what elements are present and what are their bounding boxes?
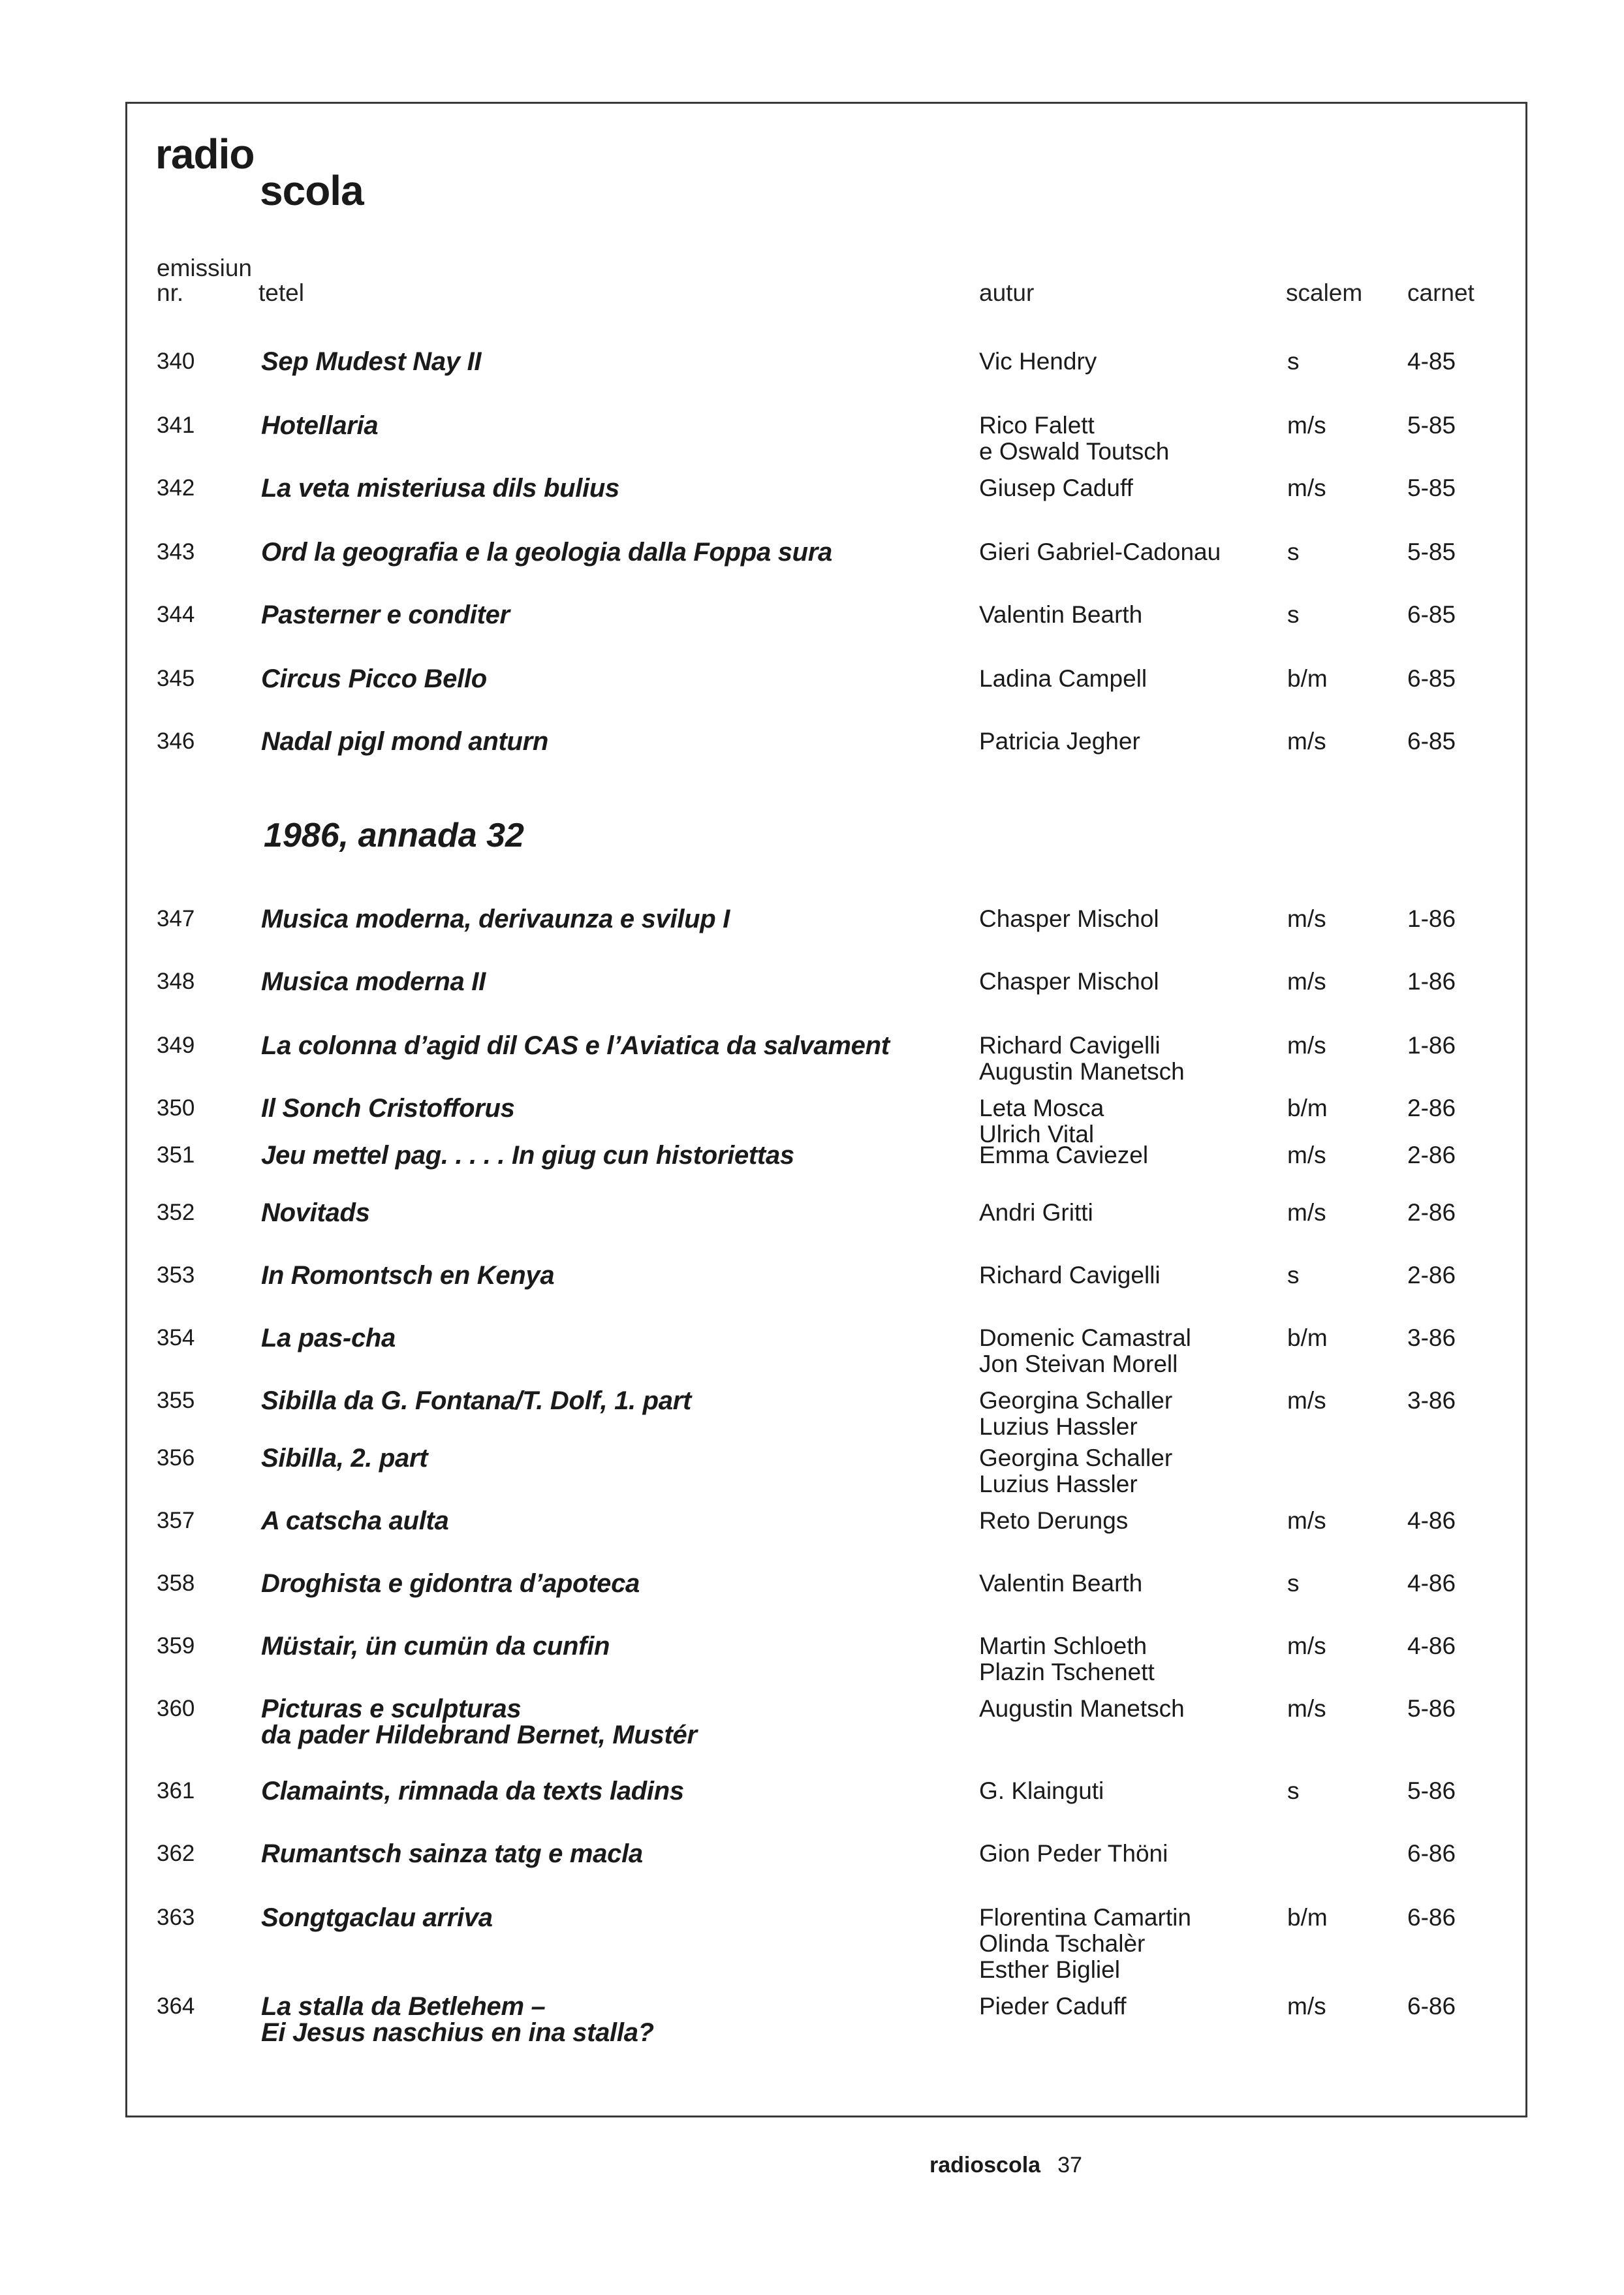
broadcast-number: 363	[157, 1905, 195, 1930]
broadcast-level: m/s	[1287, 412, 1326, 439]
broadcast-carnet: 1-86	[1407, 1032, 1456, 1059]
broadcast-author: Chasper Mischol	[979, 905, 1159, 932]
broadcast-number: 341	[157, 413, 195, 438]
broadcast-level: b/m	[1287, 1324, 1328, 1351]
footer-publication: radioscola	[929, 2153, 1041, 2178]
broadcast-number: 360	[157, 1696, 195, 1721]
header-level: scalem	[1286, 279, 1363, 306]
broadcast-level: s	[1287, 601, 1300, 628]
broadcast-title: Droghista e gidontra d’apoteca	[261, 1569, 640, 1598]
broadcast-number: 353	[157, 1262, 195, 1288]
broadcast-author: Martin Schloeth Plazin Tschenett	[979, 1632, 1155, 1685]
broadcast-level: m/s	[1287, 1387, 1326, 1414]
broadcast-carnet: 6-85	[1407, 665, 1456, 692]
broadcast-carnet: 5-85	[1407, 475, 1456, 501]
broadcast-title: Rumantsch sainza tatg e macla	[261, 1839, 643, 1868]
broadcast-carnet: 6-85	[1407, 728, 1456, 755]
broadcast-author: Andri Gritti	[979, 1199, 1093, 1226]
broadcast-number: 355	[157, 1388, 195, 1413]
broadcast-number: 354	[157, 1325, 195, 1350]
page-footer	[929, 2154, 1082, 2176]
broadcast-level: m/s	[1287, 1199, 1326, 1226]
broadcast-level: b/m	[1287, 1095, 1328, 1121]
broadcast-carnet: 6-86	[1407, 1904, 1456, 1931]
broadcast-title: Circus Picco Bello	[261, 664, 487, 693]
broadcast-author: Domenic Camastral Jon Steivan Morell	[979, 1324, 1191, 1377]
broadcast-author: Reto Derungs	[979, 1507, 1129, 1534]
broadcast-number: 344	[157, 602, 195, 627]
broadcast-carnet: 2-86	[1407, 1142, 1456, 1168]
broadcast-carnet: 1-86	[1407, 905, 1456, 932]
broadcast-title: A catscha aulta	[261, 1507, 449, 1535]
broadcast-level: s	[1287, 1570, 1300, 1597]
broadcast-title: La stalla da Betlehem – Ei Jesus naschius en ina stalla?	[261, 1992, 654, 2047]
section-heading-1986: 1986, annada 32	[264, 817, 524, 854]
broadcast-level: b/m	[1287, 1904, 1328, 1931]
broadcast-number: 342	[157, 475, 195, 501]
broadcast-number: 349	[157, 1033, 195, 1058]
broadcast-author: Gion Peder Thöni	[979, 1840, 1168, 1867]
broadcast-level: m/s	[1287, 728, 1326, 755]
broadcast-level: b/m	[1287, 665, 1328, 692]
broadcast-title: La colonna d’agid dil CAS e l’Aviatica da salvament	[261, 1031, 890, 1060]
broadcast-author: Augustin Manetsch	[979, 1695, 1185, 1722]
broadcast-level: s	[1287, 1777, 1300, 1804]
broadcast-author: Valentin Bearth	[979, 1570, 1143, 1597]
broadcast-author: Pieder Caduff	[979, 1993, 1127, 2020]
broadcast-level: m/s	[1287, 1142, 1326, 1168]
broadcast-number: 361	[157, 1778, 195, 1803]
broadcast-title: La veta misteriusa dils bulius	[261, 474, 619, 503]
broadcast-carnet: 5-85	[1407, 412, 1456, 439]
footer-page-number: 37	[1057, 2153, 1082, 2178]
logo-word-scola: scola	[260, 167, 364, 214]
broadcast-title: Songtgaclau arriva	[261, 1903, 493, 1932]
broadcast-carnet: 5-86	[1407, 1777, 1456, 1804]
broadcast-number: 364	[157, 1993, 195, 2019]
broadcast-number: 357	[157, 1508, 195, 1533]
broadcast-title: Müstair, ün cumün da cunfin	[261, 1632, 610, 1661]
broadcast-number: 351	[157, 1142, 195, 1168]
broadcast-author: Rico Falett e Oswald Toutsch	[979, 412, 1170, 465]
broadcast-author: Giusep Caduff	[979, 475, 1133, 501]
broadcast-title: Picturas e sculpturas da pader Hildebrand Bernet, Mustér	[261, 1694, 697, 1749]
header-number: nr.	[157, 279, 184, 306]
broadcast-carnet: 4-86	[1407, 1570, 1456, 1597]
broadcast-number: 352	[157, 1200, 195, 1225]
broadcast-author: Valentin Bearth	[979, 601, 1143, 628]
broadcast-level: s	[1287, 539, 1300, 565]
broadcast-title: Il Sonch Cristofforus	[261, 1094, 515, 1123]
broadcast-level: m/s	[1287, 1695, 1326, 1722]
broadcast-title: Nadal pigl mond anturn	[261, 727, 549, 756]
broadcast-level: m/s	[1287, 1507, 1326, 1534]
broadcast-level: m/s	[1287, 968, 1326, 995]
broadcast-carnet: 3-86	[1407, 1324, 1456, 1351]
broadcast-number: 346	[157, 728, 195, 754]
logo-word-radio: radio	[155, 131, 255, 178]
broadcast-carnet: 3-86	[1407, 1387, 1456, 1414]
broadcast-level: s	[1287, 348, 1300, 375]
broadcast-author: Leta Mosca Ulrich Vital	[979, 1095, 1104, 1148]
broadcast-carnet: 4-85	[1407, 348, 1456, 375]
broadcast-author: Chasper Mischol	[979, 968, 1159, 995]
broadcast-author: Florentina Camartin Olinda Tschalèr Esther Bigliel	[979, 1904, 1191, 1983]
broadcast-carnet: 6-86	[1407, 1840, 1456, 1867]
broadcast-author: Vic Hendry	[979, 348, 1097, 375]
broadcast-carnet: 6-85	[1407, 601, 1456, 628]
broadcast-author: Gieri Gabriel-Cadonau	[979, 539, 1221, 565]
broadcast-number: 348	[157, 969, 195, 994]
broadcast-level: m/s	[1287, 1632, 1326, 1659]
broadcast-number: 345	[157, 666, 195, 691]
broadcast-level: m/s	[1287, 475, 1326, 501]
broadcast-author: G. Klainguti	[979, 1777, 1104, 1804]
broadcast-author: Ladina Campell	[979, 665, 1148, 692]
broadcast-title: Clamaints, rimnada da texts ladins	[261, 1777, 684, 1805]
broadcast-carnet: 5-85	[1407, 539, 1456, 565]
broadcast-title: In Romontsch en Kenya	[261, 1261, 555, 1290]
broadcast-title: Jeu mettel pag. . . . . In giug cun historiettas	[261, 1141, 794, 1170]
broadcast-author: Georgina Schaller Luzius Hassler	[979, 1387, 1173, 1440]
broadcast-title: Novitads	[261, 1198, 370, 1227]
broadcast-carnet: 2-86	[1407, 1199, 1456, 1226]
broadcast-carnet: 6-86	[1407, 1993, 1456, 2020]
broadcast-author: Patricia Jegher	[979, 728, 1140, 755]
broadcast-title: Musica moderna, derivaunza e svilup I	[261, 905, 730, 933]
broadcast-carnet: 4-86	[1407, 1632, 1456, 1659]
broadcast-title: Sibilla, 2. part	[261, 1444, 428, 1473]
broadcast-level: m/s	[1287, 905, 1326, 932]
broadcast-number: 359	[157, 1633, 195, 1659]
header-title: tetel	[258, 279, 304, 306]
broadcast-number: 356	[157, 1445, 195, 1471]
broadcast-carnet: 5-86	[1407, 1695, 1456, 1722]
radioscola-logo	[155, 131, 364, 214]
broadcast-number: 358	[157, 1570, 195, 1596]
broadcast-title: Ord la geografia e la geologia dalla Foppa sura	[261, 538, 833, 567]
broadcast-author: Georgina Schaller Luzius Hassler	[979, 1444, 1173, 1497]
broadcast-carnet: 4-86	[1407, 1507, 1456, 1534]
broadcast-number: 362	[157, 1841, 195, 1866]
header-carnet: carnet	[1407, 279, 1475, 306]
broadcast-title: Hotellaria	[261, 411, 379, 440]
broadcast-title: La pas-cha	[261, 1324, 396, 1352]
broadcast-title: Sep Mudest Nay II	[261, 347, 482, 376]
broadcast-title: Musica moderna II	[261, 967, 486, 996]
header-emission: emissiun	[157, 255, 252, 281]
broadcast-author: Emma Caviezel	[979, 1142, 1149, 1168]
broadcast-number: 343	[157, 539, 195, 565]
broadcast-number: 340	[157, 349, 195, 374]
broadcast-level: m/s	[1287, 1032, 1326, 1059]
broadcast-carnet: 2-86	[1407, 1095, 1456, 1121]
broadcast-title: Pasterner e conditer	[261, 601, 510, 629]
broadcast-carnet: 2-86	[1407, 1262, 1456, 1288]
header-author: autur	[979, 279, 1035, 306]
broadcast-carnet: 1-86	[1407, 968, 1456, 995]
broadcast-author: Richard Cavigelli	[979, 1262, 1161, 1288]
broadcast-number: 350	[157, 1095, 195, 1121]
broadcast-level: m/s	[1287, 1993, 1326, 2020]
broadcast-author: Richard Cavigelli Augustin Manetsch	[979, 1032, 1185, 1085]
broadcast-title: Sibilla da G. Fontana/T. Dolf, 1. part	[261, 1386, 692, 1415]
broadcast-number: 347	[157, 906, 195, 931]
broadcast-level: s	[1287, 1262, 1300, 1288]
